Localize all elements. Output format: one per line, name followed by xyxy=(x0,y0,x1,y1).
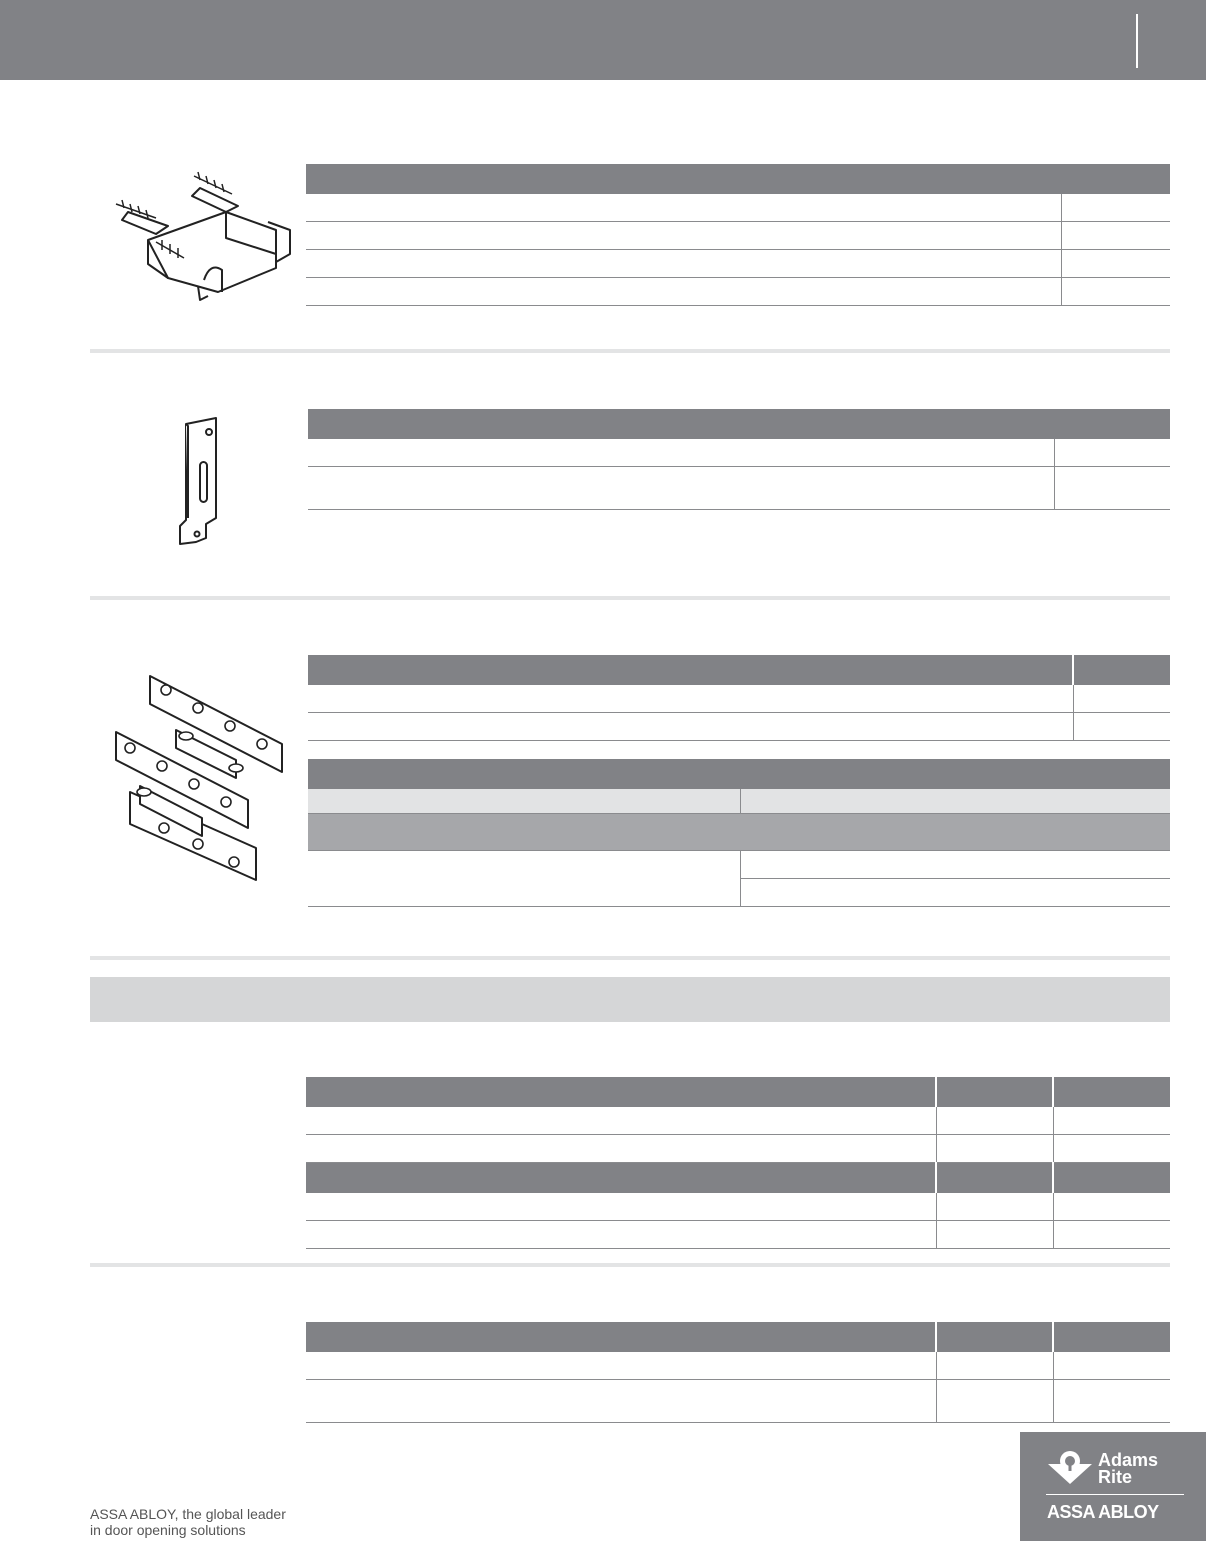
spec-table-2 xyxy=(308,409,1170,510)
brand-line-2: Rite xyxy=(1098,1467,1133,1487)
mounting-bracket-with-screws-icon xyxy=(108,168,304,313)
table-cell xyxy=(740,879,1170,907)
table-subheader xyxy=(740,789,1170,814)
table-subheader xyxy=(308,789,740,814)
table-header xyxy=(306,1077,936,1107)
table-cell xyxy=(1053,1135,1170,1163)
tagline-line-1: ASSA ABLOY, the global leader xyxy=(90,1506,286,1522)
company-logo xyxy=(1020,1432,1206,1541)
corporate-name: ASSA ABLOY xyxy=(1047,1502,1159,1522)
adams-rite-emblem-icon xyxy=(1044,1448,1096,1493)
logo-divider xyxy=(1046,1494,1184,1495)
table-cell xyxy=(306,222,1061,250)
table-cell xyxy=(306,278,1061,306)
table-cell xyxy=(1053,1221,1170,1249)
table-cell xyxy=(1053,1193,1170,1221)
brand-name xyxy=(1098,1452,1158,1486)
table-cell xyxy=(1054,439,1170,467)
table-cell xyxy=(1053,1352,1170,1380)
brand-line-1: Adams xyxy=(1098,1450,1159,1470)
tagline-line-2: in door opening solutions xyxy=(90,1522,246,1538)
table-cell xyxy=(936,1107,1053,1135)
table-cell xyxy=(306,194,1061,222)
section-divider xyxy=(90,349,1170,353)
table-cell xyxy=(1061,278,1170,306)
table-header xyxy=(1053,1163,1170,1194)
section-divider xyxy=(90,1263,1170,1267)
spec-table-5 xyxy=(306,1077,1170,1249)
spec-table-1 xyxy=(306,164,1170,306)
table-cell xyxy=(308,685,1073,713)
table-cell xyxy=(1053,1107,1170,1135)
table-cell xyxy=(308,467,1054,510)
table-header xyxy=(1053,1077,1170,1107)
strike-plate-icon xyxy=(170,414,230,555)
table-header xyxy=(308,759,1170,789)
table-cell xyxy=(1073,685,1170,713)
table-cell xyxy=(1054,467,1170,510)
table-cell xyxy=(1061,222,1170,250)
top-header-bar xyxy=(0,0,1206,80)
header-divider xyxy=(1136,14,1138,68)
table-cell xyxy=(1061,194,1170,222)
table-header xyxy=(1053,1322,1170,1352)
table-cell xyxy=(306,1380,936,1423)
table-cell xyxy=(306,1193,936,1221)
section-heading-band xyxy=(90,977,1170,1022)
pivot-hinge-set-icon xyxy=(106,668,292,899)
table-cell xyxy=(740,851,1170,879)
spec-table-6 xyxy=(306,1322,1170,1423)
table-cell xyxy=(936,1352,1053,1380)
table-header xyxy=(306,1163,936,1194)
table-cell xyxy=(1053,1380,1170,1423)
spec-table-3 xyxy=(308,655,1170,741)
spec-table-4 xyxy=(308,759,1170,907)
table-cell xyxy=(306,1352,936,1380)
table-cell xyxy=(936,1193,1053,1221)
table-cell xyxy=(306,1135,936,1163)
table-cell xyxy=(308,851,740,907)
table-header xyxy=(936,1322,1053,1352)
table-cell xyxy=(306,1107,936,1135)
table-header xyxy=(308,409,1170,439)
table-header xyxy=(306,164,1170,194)
table-header xyxy=(936,1163,1053,1194)
table-cell xyxy=(306,250,1061,278)
table-cell xyxy=(1061,250,1170,278)
table-cell xyxy=(936,1221,1053,1249)
table-cell xyxy=(936,1135,1053,1163)
footer-tagline xyxy=(90,1506,286,1538)
table-cell xyxy=(936,1380,1053,1423)
table-cell xyxy=(308,713,1073,741)
section-divider xyxy=(90,956,1170,960)
table-header xyxy=(1073,655,1170,685)
section-divider xyxy=(90,596,1170,600)
table-header xyxy=(306,1322,936,1352)
table-header xyxy=(936,1077,1053,1107)
table-cell xyxy=(308,439,1054,467)
table-cell xyxy=(1073,713,1170,741)
table-band xyxy=(308,814,1170,851)
table-cell xyxy=(306,1221,936,1249)
table-header xyxy=(308,655,1073,685)
